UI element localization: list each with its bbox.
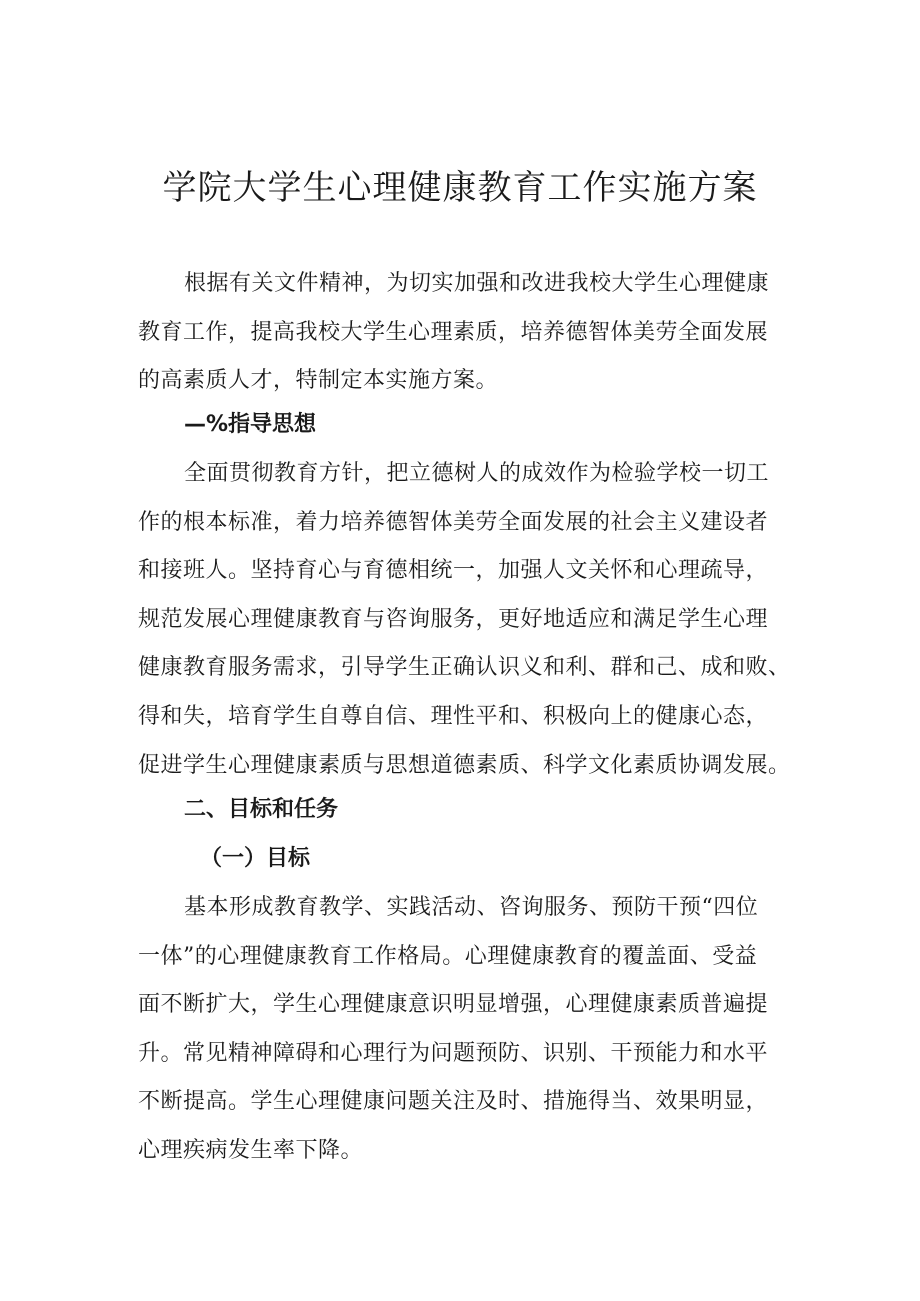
paragraph-line: 规范发展心理健康教育与咨询服务，更好地适应和满足学生心理 <box>138 606 769 632</box>
paragraph-line: 作的根本标准，着力培养德智体美劳全面发展的社会主义建设者 <box>138 509 769 535</box>
paragraph-line: 全面贯彻教育方针，把立德树人的成效作为检验学校一切工 <box>184 461 770 486</box>
section-heading-goals-tasks: 二、目标和任务 <box>184 797 339 822</box>
paragraph-line: 教育工作，提高我校大学生心理素质，培养德智体美劳全面发展 <box>138 319 769 345</box>
paragraph-line: 不断提高。学生心理健康问题关注及时、措施得当、效果明显， <box>138 1089 769 1115</box>
paragraph-line: 促进学生心理健康素质与思想道德素质、科学文化素质协调发展。 <box>138 752 791 778</box>
paragraph-line: 根据有关文件精神，为切实加强和改进我校大学生心理健康 <box>184 271 770 296</box>
subsection-heading-goals: （一）目标 <box>200 845 311 871</box>
paragraph-line: 健康教育服务需求，引导学生正确认识义和利、群和己、成和败、 <box>138 655 791 681</box>
paragraph-line: 面不断扩大，学生心理健康意识明显增强，心理健康素质普遍提 <box>138 992 769 1018</box>
section-heading-guiding-ideology: —%指导思想 <box>184 412 317 437</box>
intro-paragraph <box>138 260 798 406</box>
paragraph-line: 和接班人。坚持育心与育德相统一，加强人文关怀和心理疏导， <box>138 558 769 584</box>
paragraph-line: 的高素质人才，特制定本实施方案。 <box>138 368 499 394</box>
paragraph-line: 升。常见精神障碍和心理行为问题预防、识别、干预能力和水平 <box>138 1040 769 1066</box>
guiding-ideology-paragraph <box>138 450 798 790</box>
goals-paragraph <box>138 884 798 1176</box>
paragraph-line: 心理疾病发生率下降。 <box>138 1137 364 1163</box>
paragraph-line: 得和失，培育学生自尊自信、理性平和、积极向上的健康心态， <box>138 703 769 729</box>
paragraph-line: 一体”的心理健康教育工作格局。心理健康教育的覆盖面、受益 <box>138 943 758 969</box>
document-title: 学院大学生心理健康教育工作实施方案 <box>162 168 758 208</box>
paragraph-line: 基本形成教育教学、实践活动、咨询服务、预防干预“四位 <box>184 895 759 920</box>
